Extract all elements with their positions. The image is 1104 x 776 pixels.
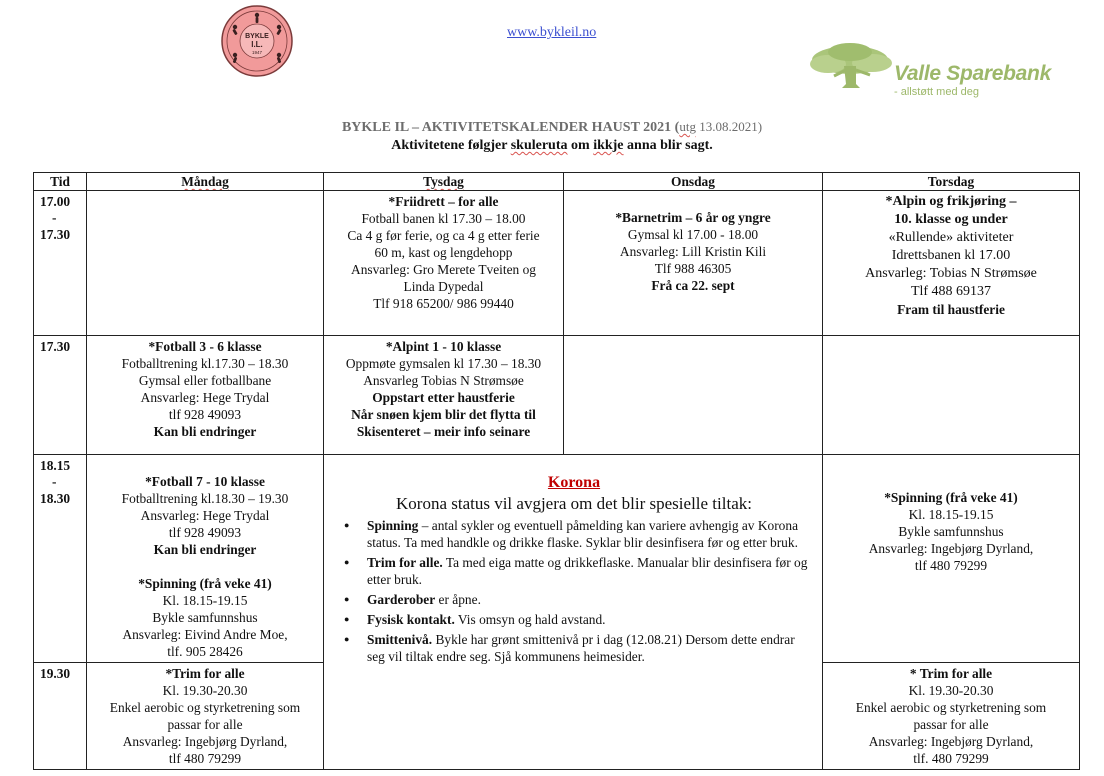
time-cell (34, 191, 87, 336)
activity-line: Tlf 488 69137 (910, 284, 992, 299)
activity-cell-friidrett (324, 191, 564, 336)
column-header-tysdag (324, 173, 564, 191)
activity-line: Ansvarleg: Eivind Andre Moe, (122, 627, 288, 642)
corona-rules-list (334, 517, 814, 665)
activity-line: Bykle samfunnshus (898, 524, 1004, 539)
activity-line: Ca 4 g før ferie, og ca 4 g etter ferie (347, 228, 540, 243)
sponsor-logo (806, 40, 1068, 102)
activity-title: *Trim for alle (165, 666, 245, 681)
activity-title: *Spinning (frå veke 41) (138, 576, 272, 591)
activity-line: tlf 928 49093 (168, 407, 242, 422)
activity-footer: Kan bli endringer (153, 542, 257, 557)
activity-cell-empty (564, 336, 823, 455)
document-title (0, 119, 1104, 136)
rule-text: er åpne. (435, 592, 481, 607)
time-cell (34, 336, 87, 455)
document-title-utg: utg (679, 119, 696, 134)
subtitle-part: ikkje (593, 138, 624, 153)
club-website-link[interactable]: www.bykleil.no (507, 25, 597, 40)
document-subtitle (0, 138, 1104, 154)
club-logo-text-top: BYKLE (245, 33, 269, 40)
activity-line: Ansvarleg: Lill Kristin Kili (619, 244, 767, 259)
activity-line: «Rullende» aktiviteter (888, 230, 1014, 245)
time-start: 17.00 (40, 194, 71, 209)
activity-calendar-table (33, 172, 1080, 770)
subtitle-part: om (567, 138, 594, 153)
column-header-torsdag: Torsdag (823, 173, 1080, 191)
time-start: 19.30 (40, 666, 71, 681)
rule-text: Ta med eiga matte og drikkeflaske. Manualar blir desinfisera før og etter bruk. (367, 555, 808, 587)
activity-cell-empty (87, 191, 324, 336)
activity-line: tlf. 480 79299 (913, 751, 989, 766)
time-end: 17.30 (40, 227, 71, 242)
time-dash: - (52, 474, 57, 489)
activity-cell-fotball-3-6 (87, 336, 324, 455)
corona-intro: Korona status vil avgjera om det blir spesielle tiltak: (396, 494, 752, 513)
activity-line: Ansvarleg Tobias N Strømsøe (363, 373, 524, 388)
rule-text: – antal sykler og eventuell påmelding kan variere avhengig av Korona status. Ta med handkle og drikke flaske. Syklar blir desinfisera før og etter bruk. (367, 518, 799, 550)
subtitle-part: anna blir sagt. (623, 138, 713, 153)
activity-cell-spinning (823, 455, 1080, 663)
column-header-mandag (87, 173, 324, 191)
rule-heading: Fysisk kontakt. (367, 612, 455, 627)
table-header-row (34, 173, 1080, 191)
activity-line: 60 m, kast og lengdehopp (374, 245, 513, 260)
activity-footer: Frå ca 22. sept (651, 278, 735, 293)
activity-line: Ansvarleg: Tobias N Strømsøe (865, 266, 1037, 281)
activity-line: Tlf 918 65200/ 986 99440 (373, 296, 514, 311)
activity-line: tlf 480 79299 (914, 558, 988, 573)
spacer (90, 558, 320, 575)
table-row (34, 336, 1080, 455)
club-logo (221, 5, 293, 77)
column-header-onsdag: Onsdag (564, 173, 823, 191)
list-item (356, 631, 814, 665)
activity-line: Tlf 988 46305 (654, 261, 732, 276)
activity-cell-fotball-7-10 (87, 455, 324, 663)
list-item (356, 611, 814, 628)
activity-title: *Spinning (frå veke 41) (884, 490, 1018, 505)
activity-line: Ansvarleg: Gro Merete Tveiten og (351, 262, 536, 277)
activity-line: Gymsal kl 17.00 - 18.00 (627, 227, 759, 242)
activity-line: Kl. 19.30-20.30 (908, 683, 994, 698)
list-item (356, 517, 814, 551)
club-logo-text-bottom: 1947 (251, 50, 263, 55)
column-header-label: Måndag (181, 174, 229, 189)
activity-line: Ansvarleg: Ingebjørg Dyrland, (868, 541, 1034, 556)
activity-cell-barnetrim (564, 191, 823, 336)
activity-line: Linda Dypedal (403, 279, 484, 294)
activity-line: Ansvarleg: Ingebjørg Dyrland, (868, 734, 1034, 749)
activity-bold-line: Når snøen kjem blir det flytta til (351, 407, 536, 422)
time-start: 18.15 (40, 458, 71, 473)
activity-bold-line: Oppstart etter haustferie (372, 390, 515, 405)
activity-line: Enkel aerobic og styrketrening som (855, 700, 1047, 715)
activity-line: passar for alle (913, 717, 989, 732)
corona-info-box (324, 455, 823, 770)
sponsor-name: Valle Sparebank (894, 62, 1051, 85)
activity-cell-alpint (324, 336, 564, 455)
sponsor-tagline: - allstøtt med deg (894, 86, 979, 98)
activity-line: tlf 480 79299 (168, 751, 242, 766)
activity-line: Ansvarleg: Hege Trydal (140, 508, 270, 523)
column-header-tid: Tid (34, 173, 87, 191)
activity-line: Fotballtrening kl.18.30 – 19.30 (121, 491, 289, 506)
rule-heading: Trim for alle. (367, 555, 443, 570)
column-header-label: Tysdag (423, 174, 464, 189)
activity-cell-empty (823, 336, 1080, 455)
activity-line: Idrettsbanen kl 17.00 (891, 248, 1011, 263)
rule-text: Vis omsyn og hald avstand. (454, 612, 606, 627)
subtitle-part: skuleruta (510, 138, 568, 153)
activity-title: * Trim for alle (909, 666, 993, 681)
activity-line: Bykle samfunnshus (152, 610, 258, 625)
document-title-date: 13.08.2021) (695, 119, 763, 134)
rule-heading: Spinning (367, 518, 419, 533)
tree-icon (806, 40, 896, 90)
activity-title: *Fotball 3 - 6 klasse (148, 339, 262, 354)
activity-footer: Kan bli endringer (153, 424, 257, 439)
activity-cell-trim-mandag (87, 663, 324, 770)
activity-line: Oppmøte gymsalen kl 17.30 – 18.30 (345, 356, 542, 371)
activity-title: 10. klasse og under (894, 212, 1008, 227)
document-title-main: BYKLE IL – AKTIVITETSKALENDER HAUST 2021 ( (341, 120, 680, 135)
activity-line: Gymsal eller fotballbane (138, 373, 272, 388)
corona-title: Korona (547, 474, 601, 491)
activity-cell-trim-torsdag (823, 663, 1080, 770)
list-item (356, 554, 814, 588)
activity-title: *Friidrett – for alle (388, 194, 499, 209)
table-row (34, 455, 1080, 663)
activity-line: tlf 928 49093 (168, 525, 242, 540)
time-cell (34, 663, 87, 770)
time-end: 18.30 (40, 491, 71, 506)
activity-title: *Barnetrim – 6 år og yngre (615, 210, 771, 225)
subtitle-part: Aktivitetene følgjer (391, 138, 511, 153)
activity-bold-line: Skisenteret – meir info seinare (356, 424, 531, 439)
club-logo-text-mid: I.L. (251, 40, 263, 49)
time-start: 17.30 (40, 339, 71, 354)
rule-text: Bykle har grønt smittenivå pr i dag (12.08.21) Dersom dette endrar seg vil tiltak endre seg. Sjå kommunens heimesider. (367, 632, 795, 664)
activity-line: Kl. 18.15-19.15 (908, 507, 994, 522)
activity-line: tlf. 905 28426 (167, 644, 243, 659)
time-cell (34, 455, 87, 663)
activity-line: Ansvarleg: Hege Trydal (140, 390, 270, 405)
activity-line: Fotballtrening kl.17.30 – 18.30 (121, 356, 289, 371)
activity-footer: Fram til haustferie (897, 302, 1005, 317)
table-row (34, 191, 1080, 336)
activity-line: Kl. 18.15-19.15 (162, 593, 248, 608)
activity-line: passar for alle (167, 717, 243, 732)
activity-line: Ansvarleg: Ingebjørg Dyrland, (122, 734, 288, 749)
rule-heading: Garderober (367, 592, 436, 607)
time-dash: - (52, 210, 57, 225)
activity-line: Fotball banen kl 17.30 – 18.00 (361, 211, 526, 226)
rule-heading: Smittenivå. (367, 632, 433, 647)
activity-title: *Fotball 7 - 10 klasse (145, 474, 265, 489)
list-item (356, 591, 814, 608)
activity-title: *Alpin og frikjøring – (885, 194, 1017, 209)
activity-title: *Alpint 1 - 10 klasse (385, 339, 502, 354)
activity-line: Kl. 19.30-20.30 (162, 683, 248, 698)
activity-line: Enkel aerobic og styrketrening som (109, 700, 301, 715)
activity-cell-alpin-frikjoring (823, 191, 1080, 336)
